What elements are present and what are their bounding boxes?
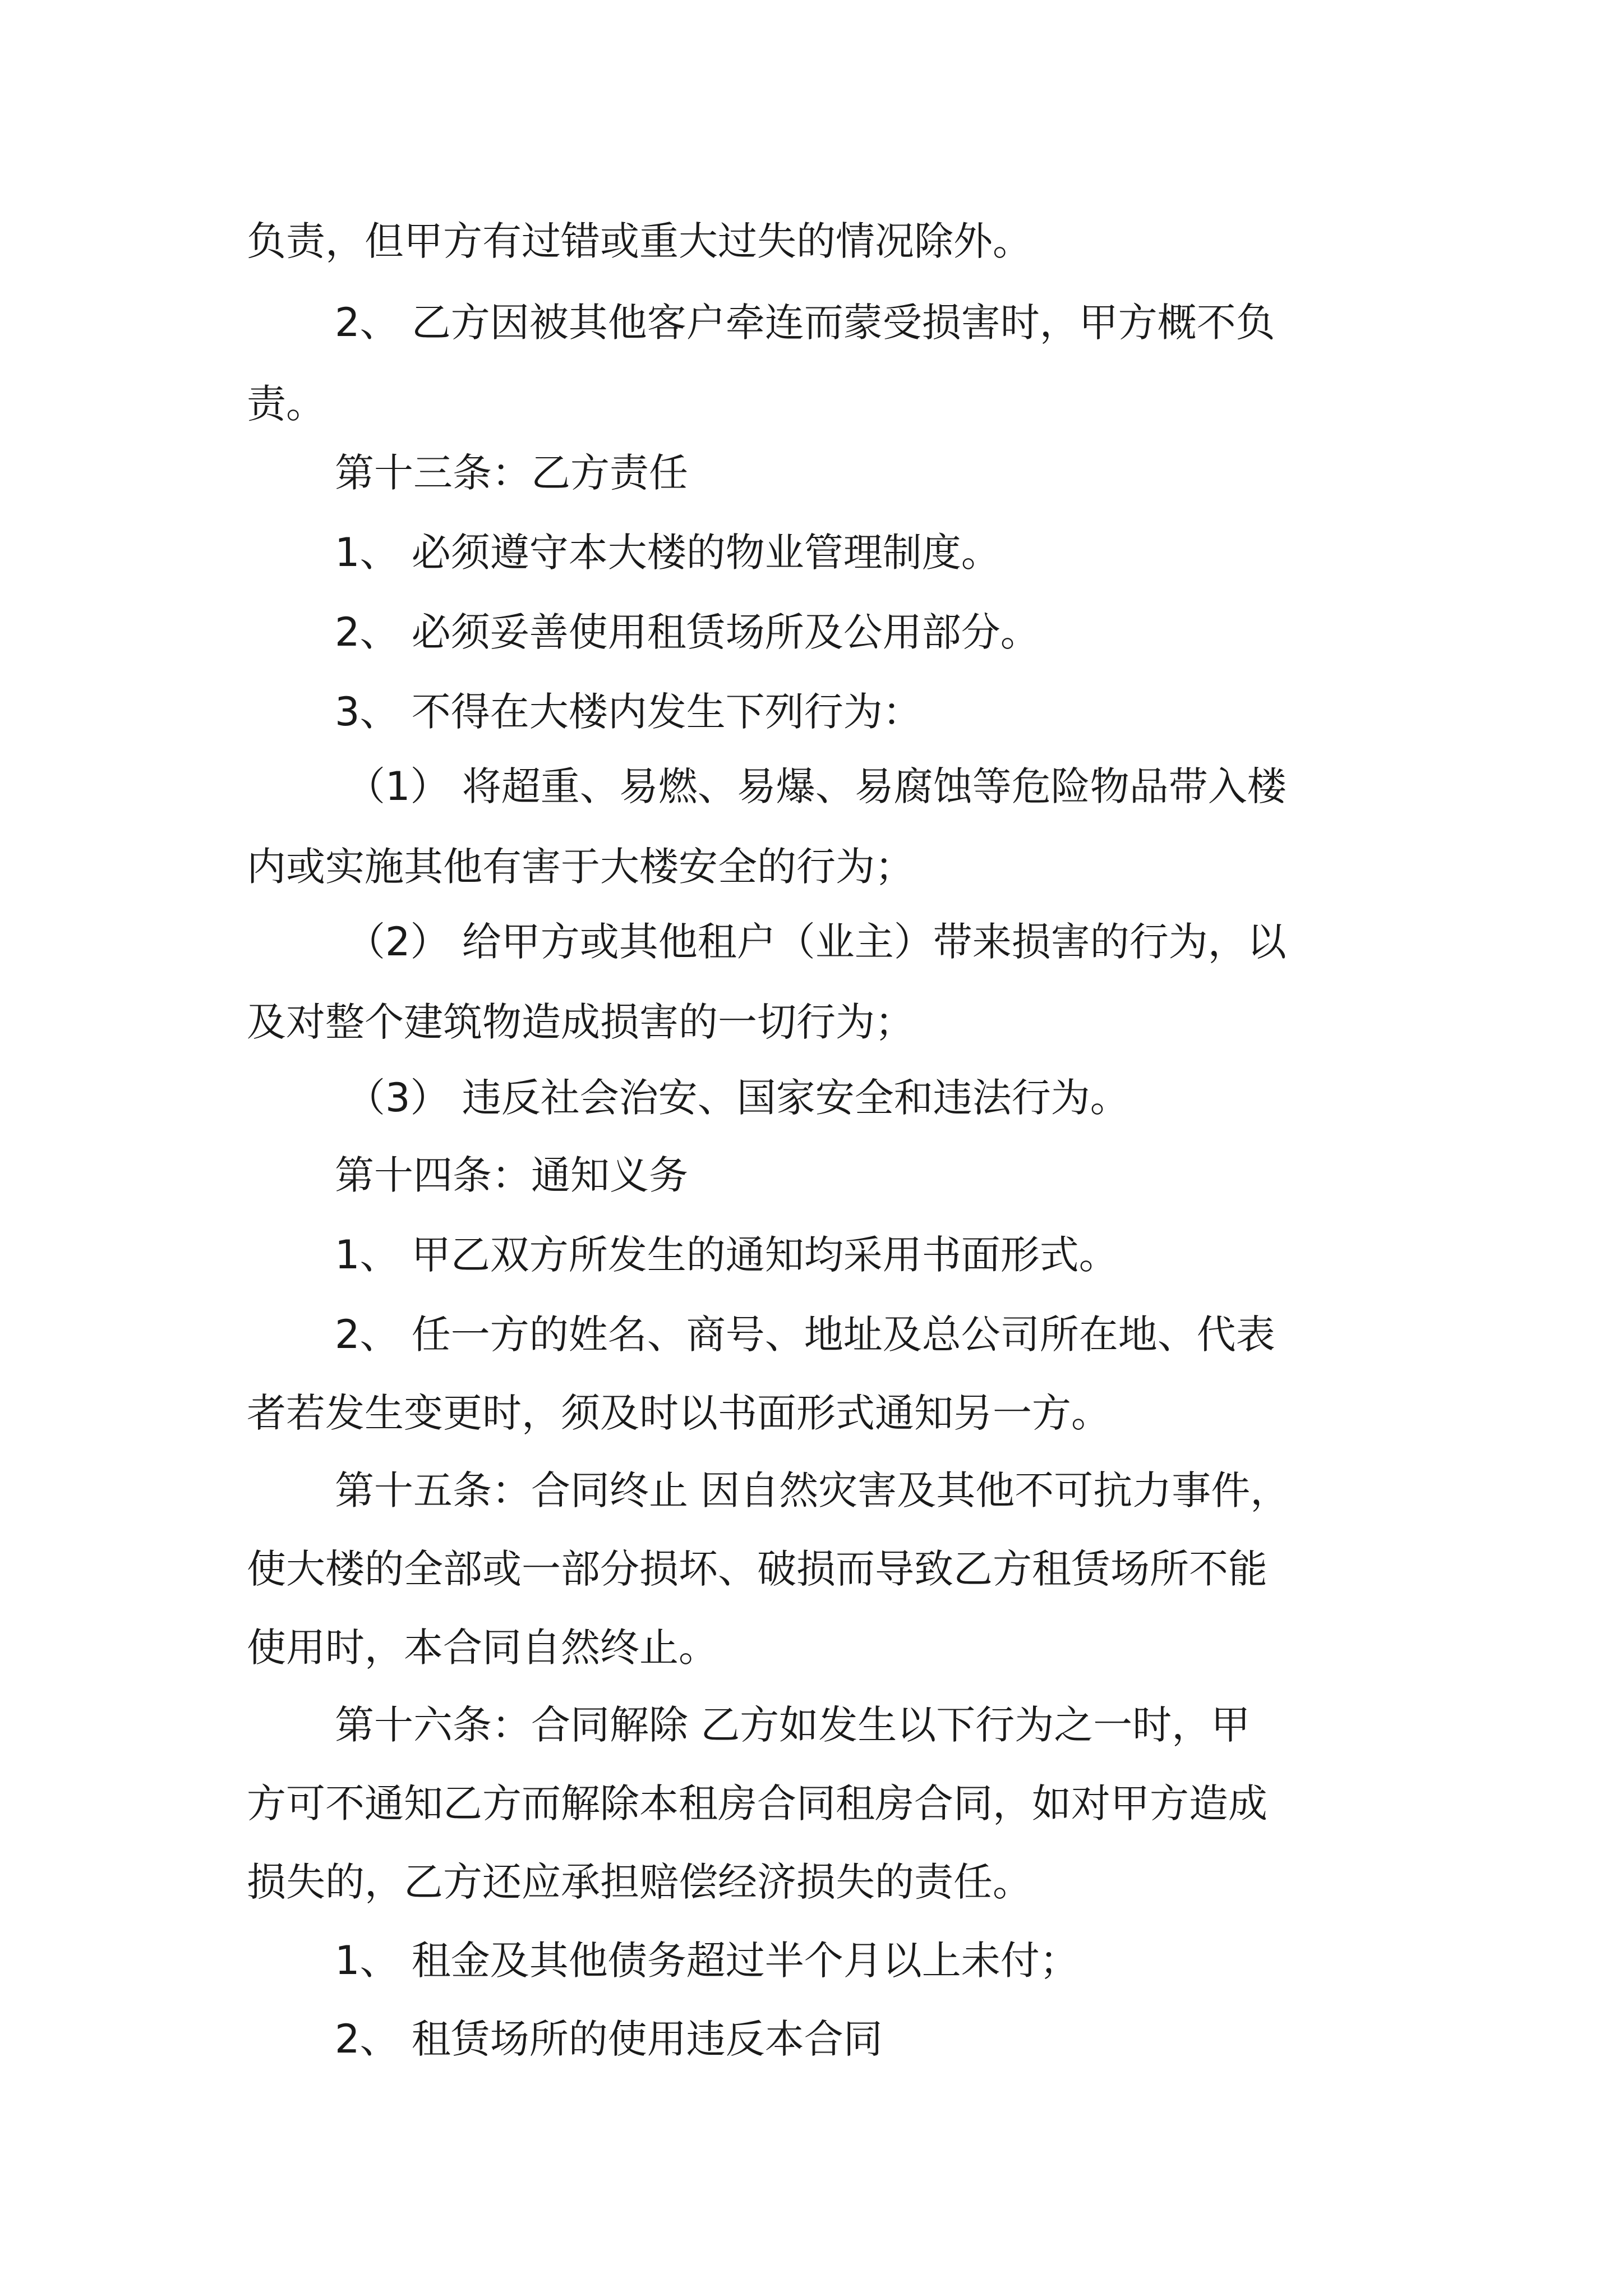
text-line: 使大楼的全部或一部分损坏、破损而导致乙方租赁场所不能: [247, 1546, 1267, 1592]
text-line: 1、 甲乙双方所发生的通知均采用书面形式。: [335, 1232, 1118, 1278]
text-line: 方可不通知乙方而解除本租房合同租房合同，如对甲方造成: [247, 1780, 1267, 1826]
section-heading: 第十三条：乙方责任: [335, 450, 688, 496]
text-line: 3、 不得在大楼内发生下列行为：: [335, 689, 922, 735]
text-line: 使用时，本合同自然终止。: [247, 1625, 718, 1671]
text-line: 负责，但甲方有过错或重大过失的情况除外。: [247, 218, 1032, 264]
section-heading: 第十四条：通知义务: [335, 1152, 688, 1198]
text-line: 者若发生变更时，须及时以书面形式通知另一方。: [247, 1390, 1110, 1436]
section-heading: 第十五条：合同终止 因自然灾害及其他不可抗力事件，: [335, 1467, 1290, 1513]
text-line: 2、 任一方的姓名、商号、地址及总公司所在地、代表: [335, 1312, 1275, 1358]
section-heading: 第十六条：合同解除 乙方如发生以下行为之一时，甲: [335, 1702, 1251, 1748]
text-line: 1、 租金及其他债务超过半个月以上未付；: [335, 1938, 1079, 1984]
text-line: 及对整个建筑物造成损害的一切行为；: [247, 999, 914, 1045]
text-line: 2、 租赁场所的使用违反本合同: [335, 2016, 883, 2062]
text-line: （1） 将超重、易燃、易爆、易腐蚀等危险物品带入楼: [346, 763, 1287, 809]
text-line: 责。: [247, 381, 325, 427]
text-line: 1、 必须遵守本大楼的物业管理制度。: [335, 530, 1000, 576]
text-line: 损失的，乙方还应承担赔偿经济损失的责任。: [247, 1859, 1032, 1905]
text-line: 内或实施其他有害于大楼安全的行为；: [247, 844, 914, 890]
text-line: 2、 必须妥善使用租赁场所及公用部分。: [335, 609, 1040, 655]
text-line: （2） 给甲方或其他租户（业主）带来损害的行为，以: [346, 919, 1287, 965]
text-line: （3） 违反社会治安、国家安全和违法行为。: [346, 1075, 1129, 1121]
text-line: 2、 乙方因被其他客户牵连而蒙受损害时，甲方概不负: [335, 300, 1275, 346]
